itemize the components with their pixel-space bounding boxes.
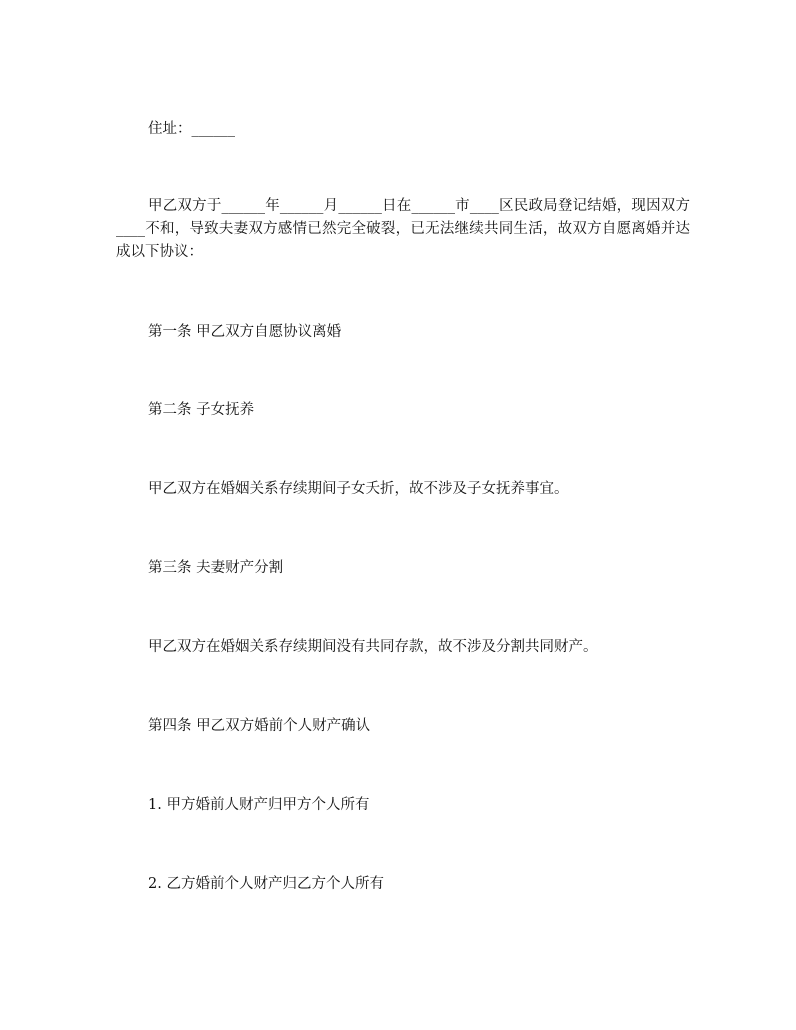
article-3-body: 甲乙双方在婚姻关系存续期间没有共同存款，故不涉及分割共同财产。 bbox=[148, 639, 598, 655]
article-3-heading: 第三条 夫妻财产分割 bbox=[148, 560, 284, 576]
article-4-item-1: 1. 甲方婚前人财产归甲方个人所有 bbox=[148, 797, 370, 813]
intro-paragraph: 甲乙双方于______年______月______日在______市____区民政局登记结婚，现因双方____不和，导致夫妻双方感情已然完全破裂，已无法继续共同生活，故双方自愿离婚并达成以下协议： bbox=[116, 198, 690, 260]
article-1-heading: 第一条 甲乙双方自愿协议离婚 bbox=[148, 324, 342, 340]
address-line: 住址：______ bbox=[148, 121, 235, 137]
article-2-heading: 第二条 子女抚养 bbox=[148, 402, 255, 418]
article-2-body: 甲乙双方在婚姻关系存续期间子女夭折，故不涉及子女抚养事宜。 bbox=[148, 481, 569, 497]
article-4-heading: 第四条 甲乙双方婚前个人财产确认 bbox=[148, 718, 371, 734]
article-4-item-2: 2. 乙方婚前个人财产归乙方个人所有 bbox=[148, 876, 384, 892]
